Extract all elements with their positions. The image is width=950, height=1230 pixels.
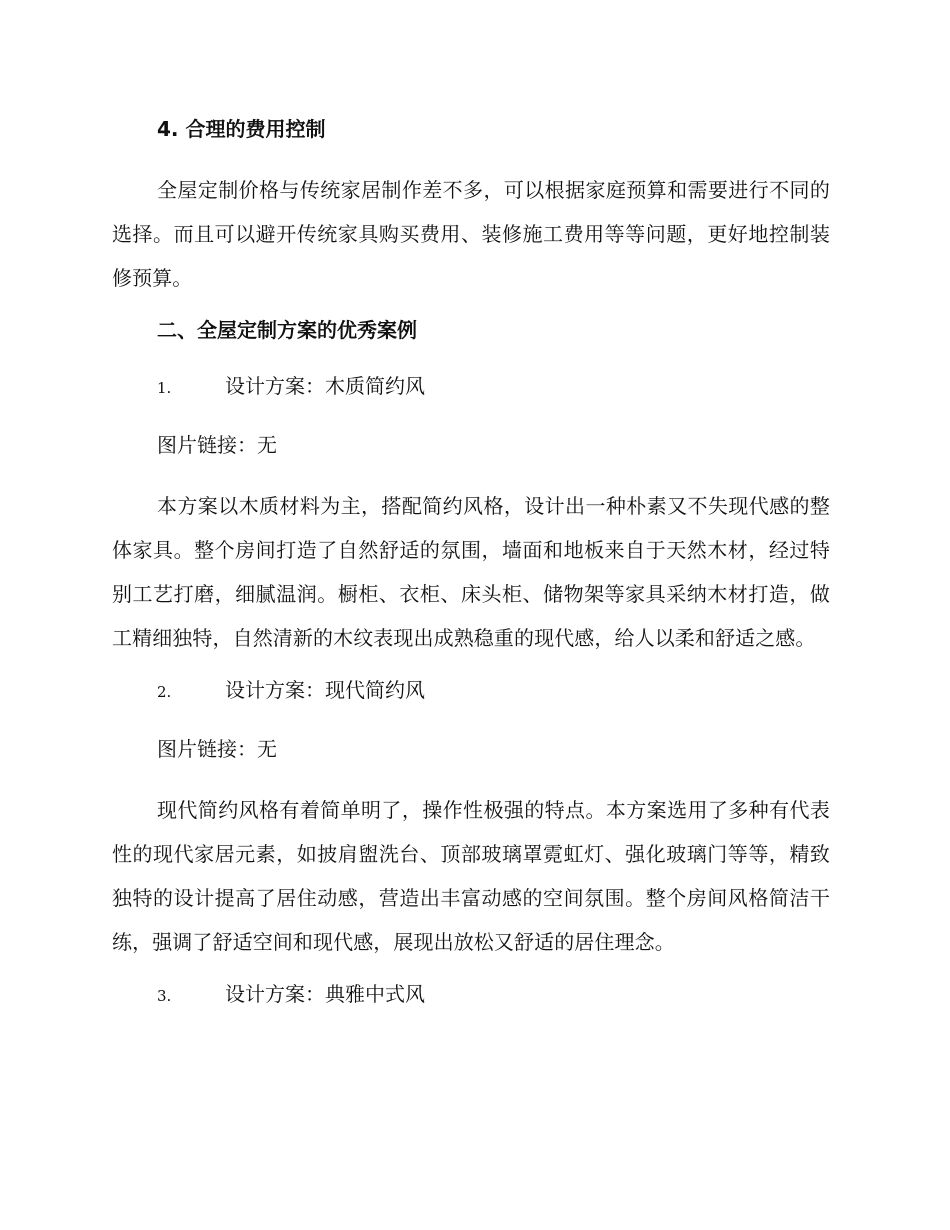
- case-number-2: 2.: [157, 683, 172, 701]
- case-number-3: 3.: [157, 987, 172, 1005]
- paragraph-cost-control: 全屋定制价格与传统家居制作差不多，可以根据家庭预算和需要进行不同的选择。而且可以避开传统家具购买费用、装修施工费用等等问题，更好地控制装修预算。: [112, 178, 830, 290]
- case-title-2: [112, 673, 830, 709]
- case-title-1: [112, 369, 830, 405]
- case-title-text-3: 设计方案：典雅中式风: [225, 982, 425, 1006]
- case-image-link-1: 图片链接：无: [157, 433, 277, 457]
- case-number-1: 1.: [157, 379, 172, 397]
- case-title-text-2: 设计方案：现代简约风: [225, 678, 425, 702]
- case-title-text-1: 设计方案：木质简约风: [225, 374, 425, 398]
- section-heading-cost-control: 4. 合理的费用控制: [157, 117, 326, 141]
- document-content: [112, 112, 830, 1036]
- section-heading-cases: 二、全屋定制方案的优秀案例: [157, 318, 417, 342]
- case-description-1: 本方案以木质材料为主，搭配简约风格，设计出一种朴素又不失现代感的整体家具。整个房间打造了自然舒适的氛围，墙面和地板来自于天然木材，经过特别工艺打磨，细腻温润。橱柜、衣柜、床头柜、储物架等家具采纳木材打造，做工精细独特，自然清新的木纹表现出成熟稳重的现代感，给人以柔和舒适之感。: [112, 494, 830, 650]
- case-description-2: 现代简约风格有着简单明了，操作性极强的特点。本方案选用了多种有代表性的现代家居元素，如披肩盥洗台、顶部玻璃罩霓虹灯、强化玻璃门等等，精致独特的设计提高了居住动感，营造出丰富动感的空间氛围。整个房间风格简洁干练，强调了舒适空间和现代感，展现出放松又舒适的居住理念。: [112, 798, 830, 954]
- case-image-link-2: 图片链接：无: [157, 737, 277, 761]
- case-title-3: [112, 977, 830, 1013]
